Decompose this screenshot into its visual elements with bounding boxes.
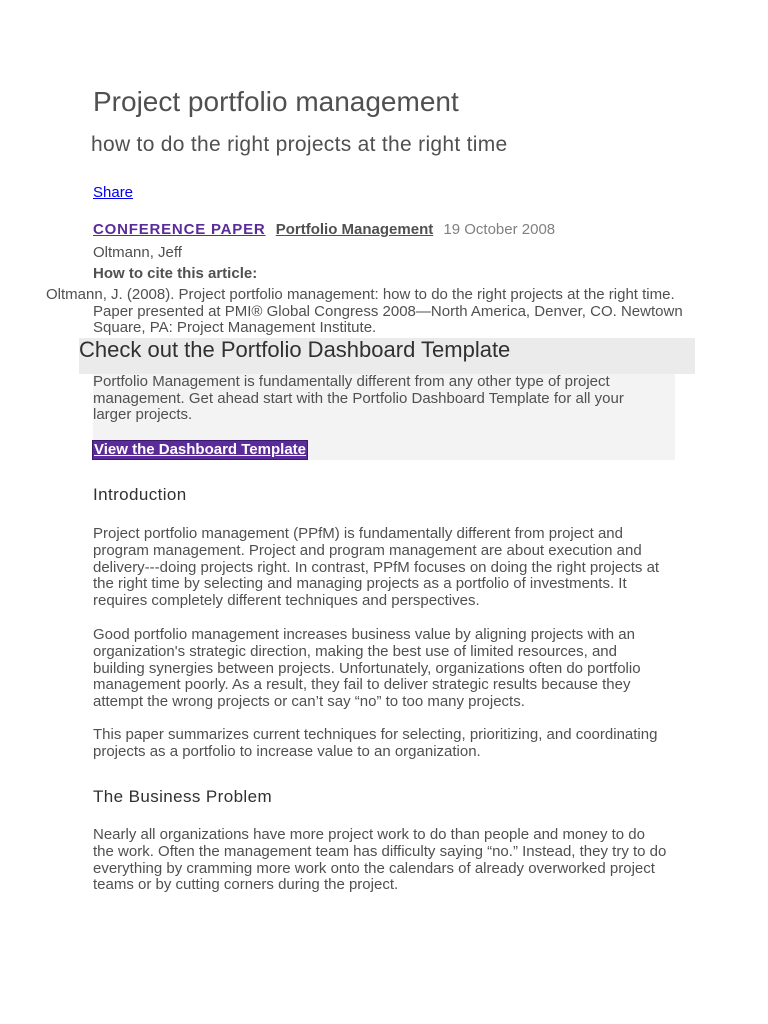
cite-label: How to cite this article: — [93, 265, 258, 282]
citation-text: Oltmann, J. (2008). Project portfolio management: how to do the right projects at the right time. Paper presented at PMI® Global Congress 2008—North America, Denver, CO. Newtown Square, PA: Project Management Institute. — [46, 286, 683, 336]
section-heading-introduction: Introduction — [93, 485, 187, 504]
problem-paragraph-1: Nearly all organizations have more project work to do than people and money to do the work. Often the management team has difficulty saying “no.” Instead, they try to do everything by cramming more work onto the calendars of already overworked project teams or by cutting corners during the project. — [93, 826, 667, 894]
page-title: Project portfolio management — [93, 86, 459, 117]
category-link[interactable]: CONFERENCE PAPER — [93, 221, 266, 238]
article-meta — [93, 221, 555, 238]
share-link[interactable]: Share — [93, 184, 134, 201]
author-name: Oltmann, Jeff — [93, 244, 182, 261]
section-heading-business-problem: The Business Problem — [93, 787, 273, 806]
promo-heading — [79, 338, 695, 374]
promo-body: Portfolio Management is fundamentally different from any other type of project management. Get ahead start with the Portfolio Dashboard Template for all your larger projects. — [93, 373, 624, 424]
publish-date: 19 October 2008 — [443, 221, 556, 238]
intro-paragraph-1: Project portfolio management (PPfM) is fundamentally different from project and program management. Project and program management are about execution and delivery---doing projects right. In contrast, PPfM focuses on doing the right projects at the right time by selecting and managing projects as a portfolio of investments. It requires completely different techniques and perspectives. — [93, 525, 660, 610]
intro-paragraph-3: This paper summarizes current techniques for selecting, prioritizing, and coordinating projects as a portfolio to increase value to an organization. — [93, 726, 658, 760]
view-dashboard-template-button[interactable]: View the Dashboard Template — [94, 441, 306, 458]
topic-link[interactable]: Portfolio Management — [275, 221, 434, 238]
page-subtitle: how to do the right projects at the right time — [91, 133, 508, 156]
intro-paragraph-2: Good portfolio management increases business value by aligning projects with an organization's strategic direction, making the best use of limited resources, and building synergies between projects. Unfortunately, organizations often do portfolio management poorly. As a result, they fail to deliver strategic results because they attempt the wrong projects or can’t say “no” to too many projects. — [93, 626, 641, 711]
promo-heading-text: Check out the Portfolio Dashboard Template — [79, 337, 511, 362]
